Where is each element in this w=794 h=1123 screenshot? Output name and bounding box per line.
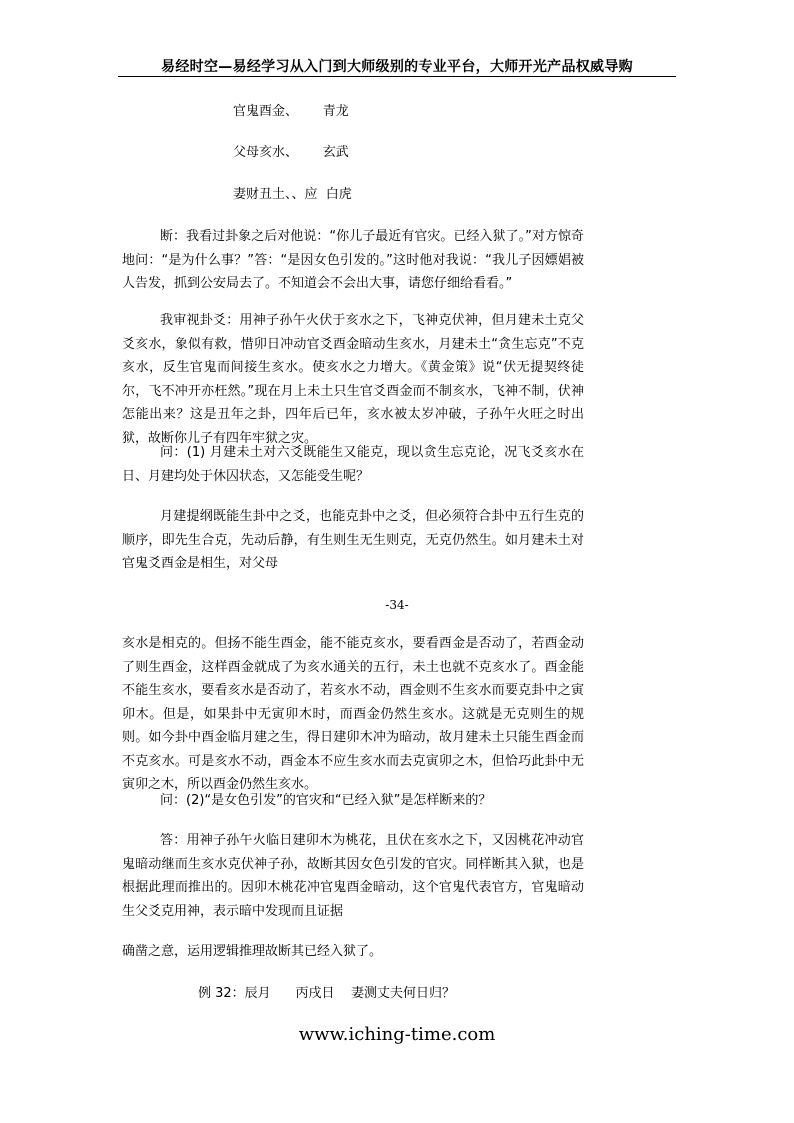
paragraph-judgment: 断：我看过卦象之后对他说：“你儿子最近有官灾。已经入狱了。”对方惊奇地问：“是为什么事？”答：“是因女色引发的。”这时他对我说：“我儿子因嫖娼被人告发，抓到公安局去了。不知道会不会出大事，请您仔细给看看。” <box>122 229 584 291</box>
paragraph-answer-2: 答：用神子孙午火临日建卯木为桃花，且伏在亥水之下，又因桃花冲动官鬼暗动继而生亥水克伏神子孙，故断其因女色引发的官灾。同样断其入狱，也是根据此理而推出的。因卯木桃花冲官鬼酉金暗动，这个官鬼代表官方，官鬼暗动生父爻克用神，表示暗中发现而且证据 <box>122 833 584 919</box>
paragraph-answer-1-part2: 亥水是相克的。但扬不能生酉金，能不能克亥水，要看酉金是否动了，若酉金动了则生酉金，这样酉金就成了为亥水通关的五行，未土也就不克亥水了。酉金能不能生亥水，要看亥水是否动了，若亥水不动，酉金则不生亥水而要克卦中之寅卯木。但是，如果卦中无寅卯木时，而酉金仍然生亥水。这就是无克则生的规则。如今卦中酉金临月建之生，得日建卯木冲为暗动，故月建未土只能生酉金而不克亥水。可是亥水不动，酉金本不应生亥水而去克寅卯之木，但恰巧此卦中无寅卯之木，所以酉金仍然生亥水。 <box>122 636 584 792</box>
paragraph-conclusion: 确凿之意，运用逻辑推理故断其已经入狱了。 <box>122 944 383 959</box>
footer-url: www.iching-time.com <box>298 1024 496 1045</box>
yao-line-guangui: 官鬼酉金、 青龙 <box>233 104 349 119</box>
page-header: 易经时空—易经学习从入门到大师级别的专业平台，大师开光产品权威导购 <box>118 58 676 77</box>
page-number: -34- <box>385 598 409 612</box>
paragraph-analysis: 我审视卦爻：用神子孙午火伏于亥水之下，飞神克伏神，但月建未土克父爻亥水，象似有救，惜卯日冲动官爻酉金暗动生亥水，月建未土“贪生忘克”不克亥水，反生官鬼而间接生亥水。使亥水之力增大。《黄金策》说“伏无提契终徒尔，飞不冲开亦枉然。”现在月上未土只生官爻酉金而不制亥水，飞神不制，伏神怎能出来？这是丑年之卦，四年后已年，亥水被太岁冲破，子孙午火旺之时出狱，故断你儿子有四年牢狱之灾。 <box>122 313 584 446</box>
yao-line-qicai: 妻财丑土、、应 白虎 <box>233 187 352 202</box>
paragraph-answer-1-part1: 月建提纲既能生卦中之爻，也能克卦中之爻，但必须符合卦中五行生克的顺序，即先生合克，先动后静，有生则生无生则克，无克仍然生。如月建未土对官鬼爻酉金是相生，对父母 <box>122 509 584 571</box>
paragraph-question-1: 问：(1) 月建未土对六爻既能生又能克，现以贪生忘克论，况飞爻亥水在日、月建均处于休囚状态，又怎能受生呢？ <box>122 445 584 484</box>
yao-line-fumu: 父母亥水、 玄武 <box>233 145 349 160</box>
paragraph-question-2: 问：(2)“是女色引发”的官灾和“已经入狱”是怎样断来的？ <box>160 793 492 808</box>
example-heading: 例 32：辰月 丙戌日 妻测丈夫何日归？ <box>198 986 455 1001</box>
